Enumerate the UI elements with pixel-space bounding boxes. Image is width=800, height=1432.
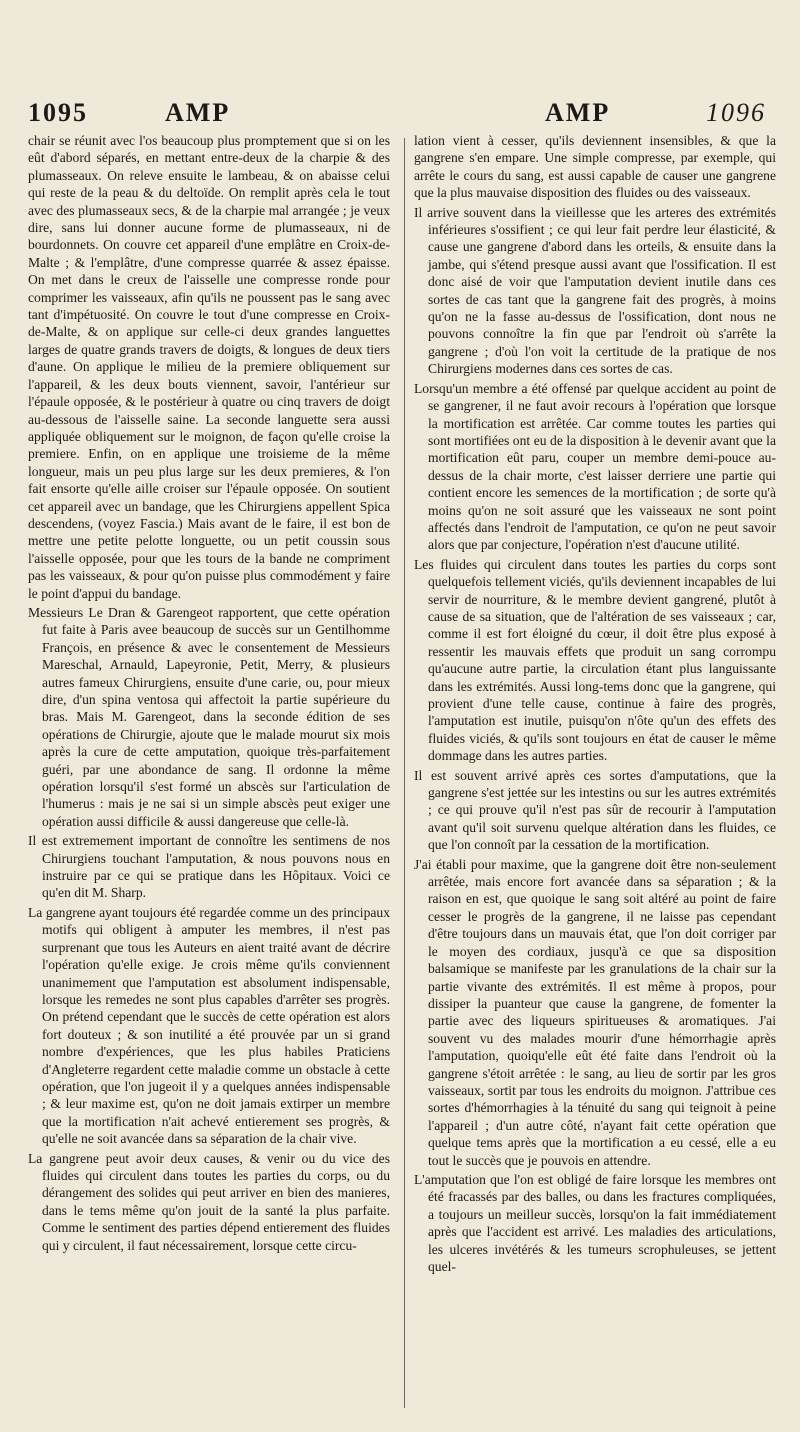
left-running-head: AMP xyxy=(165,98,231,127)
paragraph: Messieurs Le Dran & Garengeot rapportent, que cette opération fut faite à Paris avee beaucoup de succès sur un Gentilhomme François, en présence & avec le consentement de Messieurs Mareschal, Arnauld, Lapeyronie, Petit, Merry, & plusieurs autres fameux Chirurgiens, ensuite d'une carie, ou, pour mieux dire, d'un spina ventosa qui affectoit la partie supérieure du bras. Mais M. Garengeot, dans la seconde édition de ses opérations de Chirurgie, ajoute que le malade mourut six mois après la cure de cette amputation, quoique très-parfaitement guéri, par une abondance de sang. Il ordonne la même opération lorsqu'il s'est formé un abscès sur l'articulation de l'humerus : mais je ne sai si un simple abscès peut exiger une opération aussi difficile & aussi dangereuse que celle-là. xyxy=(28,604,390,829)
paragraph: Il est souvent arrivé après ces sortes d'amputations, que la gangrene s'est jettée sur les intestins ou sur les autres extrémités ; ce qui prouve qu'il n'est pas sûr de recourir à l'amputation avant qu'il soit survenu quelque altération dans les fluides, ce que l'on connoît par la cessation de la mortification. xyxy=(414,767,776,853)
right-column xyxy=(414,132,776,1422)
running-header xyxy=(0,98,800,134)
right-running-head: AMP xyxy=(545,98,611,127)
paragraph: Il arrive souvent dans la vieillesse que les arteres des extrémités inférieures s'ossifient ; ce qui leur fait perdre leur élasticité, & cause une gangrene d'abord dans les orteils, & ensuite dans la jambe, qui s'étend presque aussi avant que l'ossification. Il est donc aisé de voir que l'amputation devient inutile dans ces sortes de cas tant que la gangrene fait des progrès, à moins qu'on ne la fasse au-dessus de l'ossification, dont nous ne pouvons connoître la fin que par l'endroit où s'arrête la gangrene ; d'où l'on voit la certitude de la pratique de nos Chirurgiens modernes dans ces sortes de cas. xyxy=(414,204,776,377)
paragraph: J'ai établi pour maxime, que la gangrene doit être non-seulement arrêtée, mais encore fort avancée dans sa séparation ; & la raison en est, que quoique le sang soit altéré au point de faire cesser le progrès de la gangrene, il ne laisse pas cependant d'être toujours dans un mauvais état, que l'on doit corriger par le moyen des cordiaux, jusqu'à ce que sa disposition balsamique se manifeste par les granulations de la chair sur la partie vivante des extrémités. Il est même à propos, pour dissiper la puanteur que cause la gangrene, de fomenter la partie avec des liqueurs spiritueuses & aromatiques. J'ai souvent vu des malades mourir d'une hémorrhagie après l'amputation, quoiqu'elle eût été faite dans l'endroit où la gangrene s'étoit arrêtée : le sang, au lieu de sortir par les gros vaisseaux, sortit par tous les endroits du moignon. J'attribue ces sortes d'hémorrhagies à la ténuité du sang qui teignoit à peine l'appareil ; d'un autre côté, n'ayant fait cette opération que quelque tems après que la mortification a eu cessé, elle a eu tout le succès que je pouvois en attendre. xyxy=(414,856,776,1168)
paragraph: L'amputation que l'on est obligé de faire lorsque les membres ont été fracassés par des balles, ou dans les fractures compliquées, a toujours un meilleur succès, lorsqu'on la fait immédiatement après que l'accident est arrivé. Les maladies des articulations, les ulceres invétérés & les tumeurs scrophuleuses, se jettent quel- xyxy=(414,1171,776,1274)
paragraph: lation vient à cesser, qu'ils deviennent insensibles, & que la gangrene s'en empare. Une simple compresse, par exemple, qui arrête le cours du sang, est aussi capable de causer une gangrene que la plus mauvaise disposition des fluides ou des vaisseaux. xyxy=(414,133,776,201)
paragraph: La gangrene ayant toujours été regardée comme un des principaux motifs qui obligent à amputer les membres, il n'est pas surprenant que tous les Auteurs en aient traité avant de décrire l'opération qu'elle exige. Je crois même qu'ils conviennent unanimement que l'amputation est absolument indispensable, lorsque les remedes ne sont plus capables d'arrêter ses progrès. On prétend cependant que le succès de cette opération est alors fort douteux ; & son inutilité a été prouvée par un si grand nombre d'expériences, que les plus habiles Praticiens d'Angleterre regardent cette maladie comme un obstacle à cette opération, que l'on jugeoit il y a quelques années indispensable ; & leur maxime est, qu'on ne doit jamais extirper un membre que la mortification n'ait achevé entierement ses progrès, & qu'elle ne soit avancée dans sa séparation de la chair vive. xyxy=(28,904,390,1147)
paragraph: Lorsqu'un membre a été offensé par quelque accident au point de se gangrener, il ne faut avoir recours à l'opération que lorsque la mortification est arrêtée. Car comme toutes les parties qui sont mortifiées ont eu de la disposition à le devenir avant que la mortification eût paru, couper un membre demi-pouce au-dessus de la chair morte, c'est laisser derriere une partie qui contient encore les semences de la mortification ; de sorte qu'à moins qu'on ne soit assuré que les vaisseaux ne sont point affectés dans l'endroit de l'amputation, ce qu'on ne peut savoir alors que par conjecture, l'opération n'est d'aucune utilité. xyxy=(414,380,776,553)
left-page-number: 1095 xyxy=(28,98,88,127)
paragraph: La gangrene peut avoir deux causes, & venir ou du vice des fluides qui circulent dans toutes les parties du corps, ou du dérangement des solides qui peut arriver en bien des manieres, dans le tems même qu'on jouit de la santé la plus parfaite. Comme le sentiment des parties dépend entierement des fluides qui y circulent, il faut nécessairement, lorsque cette circu- xyxy=(28,1150,390,1253)
left-column xyxy=(28,132,390,1422)
paragraph: Il est extremement important de connoître les sentimens de nos Chirurgiens touchant l'amputation, & nous pouvons nous en instruire par ce qui se pratique dans les Hôpitaux. Voici ce qu'en dit M. Sharp. xyxy=(28,833,390,901)
column-divider xyxy=(404,138,405,1408)
paragraph: Les fluides qui circulent dans toutes les parties du corps sont quelquefois tellement viciés, qu'ils deviennent incapables de lui servir de nourriture, & le membre devient gangrené, plutôt à cause de sa situation, que de l'altération de ses vaisseaux ; car, comme il est fort éloigné du cœur, il doit être plus exposé à ressentir les mauvais effets que produit un sang corrompu qu'aucune autre partie, la circulation étant plus languissante dans les extrémités. Aussi long-tems donc que la gangrene, qui provient d'une telle cause, continue à faire des progrès, l'amputation est inutile, puisqu'on n'ôte qu'un des effets des fluides viciés, & qu'ils sont toujours en état de causer le même dommage dans les autres parties. xyxy=(414,556,776,764)
paragraph: chair se réunit avec l'os beaucoup plus promptement que si on les eût d'abord séparés, en mettant entre-deux de la charpie & des plumasseaux. On releve ensuite le lambeau, & on abaisse celui qui reste de la peau & du deltoïde. On remplit après cela le tout avec des plumasseaux secs, & de la charpie mal arrangée ; je veux dire, sans lui donner aucune forme de plumasseaux, ni de bourdonnets. On couvre cet appareil d'une emplâtre en Croix-de-Malte ; & l'emplâtre, d'une compresse quarrée & assez épaisse. On met dans le creux de l'aisselle une compresse ronde pour comprimer les vaisseaux, afin qu'ils ne poussent pas le sang avec tant d'impétuosité. On couvre le tout d'une compresse en Croix-de-Malte, & on applique sur celle-ci deux grandes languettes larges de quatre grands travers de doigts, & longues de deux tiers d'aune. On applique le milieu de la premiere obliquement sur l'appareil, & les deux bouts viennent, savoir, l'antérieur sur l'épaule opposée, & le postérieur à quatre ou cinq travers de doigt au-dessous de l'aisselle saine. La seconde languette sera aussi appliquée obliquement sur le moignon, de façon qu'elle croise la premiere. Enfin, on en applique une troisieme de la même longueur, mais un peu plus large sur les deux premieres, & l'on fait ensorte qu'elle aille croiser sur l'épaule opposée. On soutient cet appareil avec un bandage, que les Chirurgiens appellent Spica descendens, (voyez Fascia.) Mais avant de le faire, il est bon de mettre une petite pelotte longuette, ou un petit coussin sous l'aisselle opposée, pour que les tours de la bande ne compriment pas les vaisseaux, & pour qu'on puisse plus commodément y faire le point d'appui du bandage. xyxy=(28,133,390,601)
right-page-number: 1096 xyxy=(706,98,766,127)
